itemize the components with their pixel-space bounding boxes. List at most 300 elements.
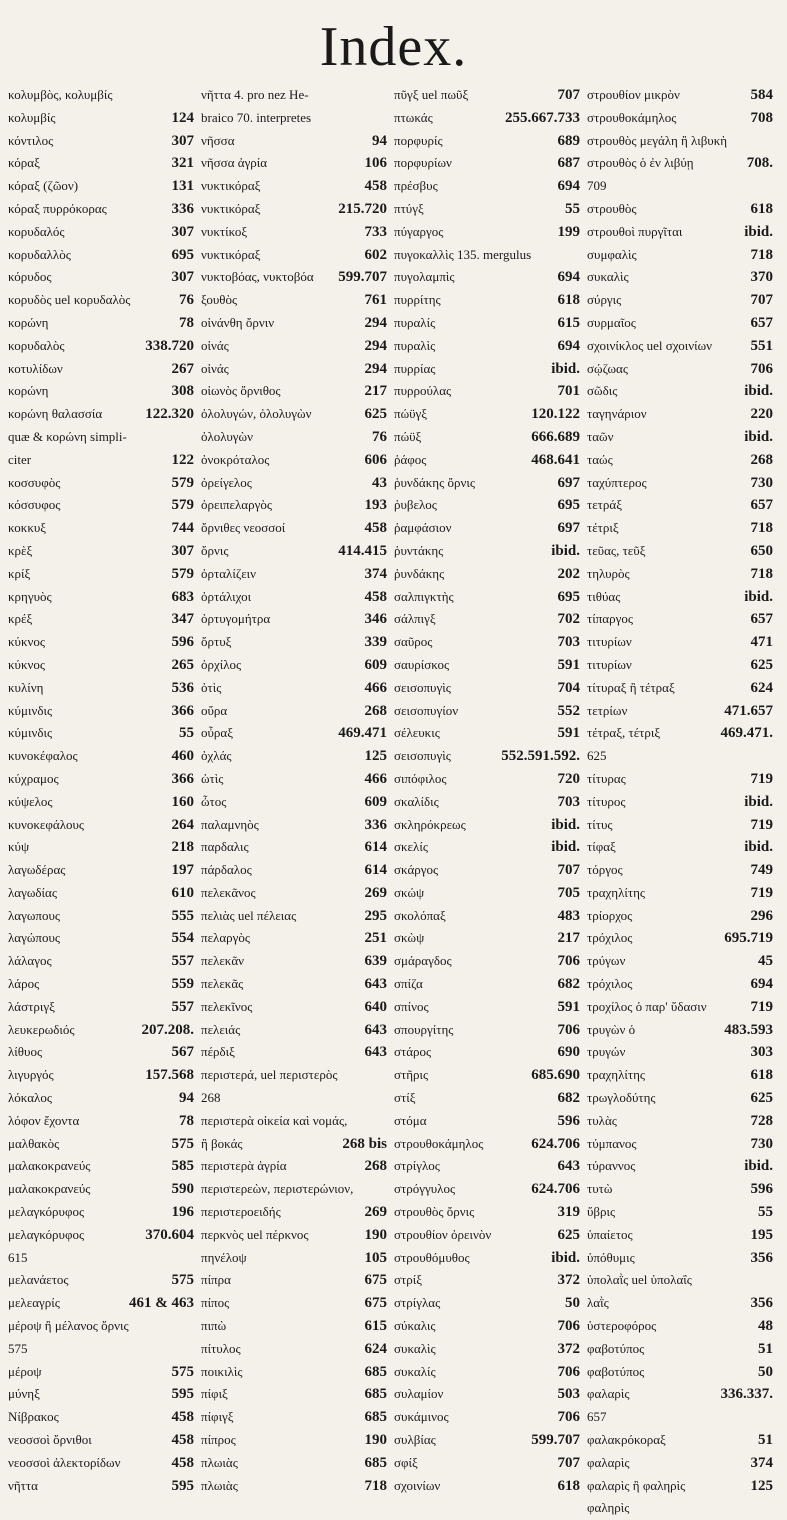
entry-term: ὑστεροφόρος <box>587 1318 657 1334</box>
entry-term: κόραξ πυρρόκορας <box>8 200 107 216</box>
index-entry <box>201 266 393 289</box>
entry-page-number: 690 <box>557 1044 580 1061</box>
index-entry <box>201 654 393 677</box>
entry-term: στρουθίον ὀρεινὸν <box>394 1226 492 1242</box>
entry-page-number: 202 <box>557 565 580 582</box>
index-entry <box>394 1292 586 1315</box>
index-entry <box>201 335 393 358</box>
index-entry <box>587 1178 779 1201</box>
index-entry <box>8 312 200 335</box>
entry-term: σεισοπυγίον <box>394 702 459 718</box>
entry-term: λίθυος <box>8 1044 43 1060</box>
index-entry <box>8 198 200 221</box>
entry-page-number: 207.208. <box>141 1021 194 1038</box>
entry-page-number: 685 <box>364 1386 387 1403</box>
entry-term: ὑπαίετος <box>587 1226 633 1242</box>
index-entry <box>201 1178 393 1201</box>
entry-term: τιθύας <box>587 588 621 604</box>
index-entry <box>394 722 586 745</box>
entry-term: τυλὰς <box>587 1112 617 1128</box>
index-entry <box>8 791 200 814</box>
entry-term: ὀρείγελος <box>201 474 252 490</box>
entry-term: κορυδὸς uel κορυδαλὸς <box>8 292 131 308</box>
entry-term: πορφυρίς <box>394 132 443 148</box>
entry-page-number: 76 <box>179 292 194 309</box>
entry-term: κορώνη <box>8 383 49 399</box>
entry-page-number: 190 <box>364 1226 387 1243</box>
index-entry <box>201 1041 393 1064</box>
entry-page-number: 255.667.733 <box>505 109 580 126</box>
index-entry <box>587 1110 779 1133</box>
entry-term: κρηγυὸς <box>8 588 52 604</box>
index-entry <box>587 905 779 928</box>
index-entry <box>201 608 393 631</box>
entry-page-number: 356 <box>750 1295 773 1312</box>
entry-page-number: 195 <box>750 1226 773 1243</box>
index-entry <box>394 1338 586 1361</box>
index-entry <box>8 973 200 996</box>
index-entry <box>201 403 393 426</box>
entry-page-number: ibid. <box>744 383 773 400</box>
index-entry <box>8 540 200 563</box>
entry-term: σχοινίων <box>394 1477 441 1493</box>
entry-page-number: 105 <box>364 1249 387 1266</box>
index-entry <box>587 84 779 107</box>
index-entry <box>8 836 200 859</box>
entry-term: τρόχιλος <box>587 976 633 992</box>
entry-term: στρουθὸς μεγάλη ἢ λιβυκὴ <box>587 132 728 148</box>
entry-page-number: ibid. <box>744 1158 773 1175</box>
entry-page-number: 657 <box>750 611 773 628</box>
entry-page-number: 643 <box>557 1158 580 1175</box>
index-entry <box>394 221 586 244</box>
index-entry <box>201 517 393 540</box>
entry-term: τιτυρίων <box>587 634 632 650</box>
index-entry <box>201 1361 393 1384</box>
index-column <box>587 84 779 1520</box>
entry-term: quæ & κορώνη simpli- <box>8 428 127 444</box>
entry-page-number: 689 <box>557 132 580 149</box>
entry-page-number: 728 <box>750 1112 773 1129</box>
entry-term: τίφαξ <box>587 839 616 855</box>
entry-page-number: ibid. <box>551 816 580 833</box>
index-entry <box>201 700 393 723</box>
entry-page-number: 618 <box>557 292 580 309</box>
entry-page-number: 567 <box>171 1044 194 1061</box>
entry-term: λαγωδέρας <box>8 862 66 878</box>
entry-page-number: 591 <box>557 656 580 673</box>
entry-term: τρωγλοδύτης <box>587 1090 656 1106</box>
index-entry <box>394 1315 586 1338</box>
entry-page-number: 719 <box>750 816 773 833</box>
entry-page-number: 694 <box>557 337 580 354</box>
entry-term: μελαγκόρυφος <box>8 1226 85 1242</box>
entry-page-number: 618 <box>750 200 773 217</box>
entry-page-number: 552.591.592. <box>501 748 580 765</box>
entry-term: σαῦρος <box>394 634 433 650</box>
entry-page-number: 579 <box>171 497 194 514</box>
entry-term: ῥυβελος <box>394 497 437 513</box>
entry-term: κορώνη <box>8 314 49 330</box>
index-entry <box>394 1133 586 1156</box>
index-entry <box>394 927 586 950</box>
entry-term: τέτριξ <box>587 520 619 536</box>
entry-term: κοτυλίδων <box>8 360 63 376</box>
index-columns <box>8 84 779 1520</box>
entry-term: σφίξ <box>394 1454 418 1470</box>
index-entry <box>201 631 393 654</box>
entry-term: τέτραξ, τέτριξ <box>587 725 661 741</box>
index-entry <box>587 152 779 175</box>
entry-term: πλωιὰς <box>201 1454 238 1470</box>
entry-term: νυκτοβόας, νυκτοβόα <box>201 269 314 285</box>
entry-term: στρουθόμυθος <box>394 1249 470 1265</box>
entry-term: τυτὼ <box>587 1181 613 1197</box>
entry-term: φαλακρόκοραξ <box>587 1432 666 1448</box>
entry-term: σύργις <box>587 292 622 308</box>
entry-page-number: 685 <box>364 1363 387 1380</box>
entry-page-number: 666.689 <box>531 428 580 445</box>
entry-page-number: 609 <box>364 656 387 673</box>
index-entry <box>587 654 779 677</box>
entry-page-number: ibid. <box>744 588 773 605</box>
index-entry <box>8 1064 200 1087</box>
index-entry <box>587 973 779 996</box>
entry-term: πελαργὸς <box>201 930 251 946</box>
entry-page-number: 466 <box>364 770 387 787</box>
entry-page-number: 55 <box>179 725 194 742</box>
index-entry <box>8 722 200 745</box>
entry-term: στρίξ <box>394 1272 423 1288</box>
index-entry <box>394 791 586 814</box>
index-entry <box>587 266 779 289</box>
entry-page-number: 625 <box>364 406 387 423</box>
entry-term: σκληρόκρεως <box>394 816 466 832</box>
entry-term: ὀτὶς <box>201 679 222 695</box>
entry-page-number: 650 <box>750 542 773 559</box>
entry-term: πίτυλος <box>201 1340 241 1356</box>
entry-term: 625 <box>587 748 607 764</box>
entry-term: κρὲξ <box>8 542 33 558</box>
entry-term: ταχύπτερος <box>587 474 647 490</box>
entry-page-number: 707 <box>750 292 773 309</box>
index-entry <box>394 540 586 563</box>
entry-term: πρέσβυς <box>394 178 438 194</box>
index-entry <box>394 677 586 700</box>
entry-page-number: 461 & 463 <box>129 1295 194 1312</box>
entry-term: ὀχλάς <box>201 748 232 764</box>
index-entry <box>8 1087 200 1110</box>
entry-page-number: 749 <box>750 862 773 879</box>
entry-term: στρόγγυλος <box>394 1181 456 1197</box>
entry-term: συκαλὶς <box>394 1340 436 1356</box>
entry-page-number: 584 <box>750 87 773 103</box>
entry-term: νῆσσα ἀγρία <box>201 155 268 171</box>
entry-page-number: 575 <box>171 1363 194 1380</box>
index-entry <box>8 1475 200 1498</box>
entry-page-number: 596 <box>557 1112 580 1129</box>
index-entry <box>394 1247 586 1270</box>
entry-page-number: 458 <box>171 1454 194 1471</box>
index-entry <box>8 494 200 517</box>
entry-term: συλβίας <box>394 1432 436 1448</box>
entry-page-number: 657 <box>750 497 773 514</box>
entry-page-number: 557 <box>171 998 194 1015</box>
entry-page-number: 625 <box>750 656 773 673</box>
index-entry <box>394 1269 586 1292</box>
entry-page-number: 269 <box>364 1204 387 1221</box>
entry-term: κολυμβὸς, κολυμβίς <box>8 87 113 102</box>
entry-term: κόραξ <box>8 155 40 171</box>
entry-term: σιπόφιλος <box>394 770 447 786</box>
entry-page-number: 707 <box>557 87 580 103</box>
entry-term: τετράξ <box>587 497 623 513</box>
index-entry <box>394 358 586 381</box>
entry-term: κύκνος <box>8 656 46 672</box>
index-entry <box>201 494 393 517</box>
entry-page-number: 618 <box>557 1477 580 1494</box>
index-entry <box>201 107 393 130</box>
entry-term: σῶδις <box>587 383 618 399</box>
index-entry <box>394 814 586 837</box>
index-entry <box>8 1041 200 1064</box>
index-entry <box>8 517 200 540</box>
entry-term: ὑπολαῒς uel ὑπολαΐς <box>587 1272 692 1288</box>
index-entry <box>201 791 393 814</box>
entry-page-number: 458 <box>171 1409 194 1426</box>
index-entry <box>201 1475 393 1498</box>
index-entry <box>8 380 200 403</box>
entry-page-number: 215.720 <box>338 200 387 217</box>
index-entry <box>587 1201 779 1224</box>
index-entry <box>587 1497 779 1520</box>
index-entry <box>394 1041 586 1064</box>
entry-term: περιστερεὼν, περιστερώνιον, <box>201 1181 354 1197</box>
entry-page-number: 730 <box>750 474 773 491</box>
index-entry <box>394 335 586 358</box>
entry-term: σεισοπυγὶς <box>394 679 451 695</box>
index-entry <box>587 608 779 631</box>
index-entry <box>587 814 779 837</box>
entry-page-number: 706 <box>557 1409 580 1426</box>
entry-page-number: 625 <box>557 1226 580 1243</box>
entry-page-number: 124 <box>171 109 194 126</box>
entry-page-number: 614 <box>364 839 387 856</box>
entry-term: περιστερὰ ἀγρία <box>201 1158 287 1174</box>
index-entry <box>394 563 586 586</box>
entry-page-number: 336 <box>171 200 194 217</box>
index-entry <box>587 586 779 609</box>
index-entry <box>394 882 586 905</box>
entry-page-number: 575 <box>171 1135 194 1152</box>
index-entry <box>587 472 779 495</box>
entry-page-number: 720 <box>557 770 580 787</box>
index-entry <box>394 586 586 609</box>
entry-term: τίτυραξ ἢ τέτραξ <box>587 679 675 695</box>
entry-term: φαληρὶς <box>587 1500 630 1516</box>
index-entry <box>201 1224 393 1247</box>
entry-term: στρουθίον μικρὸν <box>587 87 680 102</box>
entry-page-number: ibid. <box>744 428 773 445</box>
index-entry <box>587 1361 779 1384</box>
index-entry <box>8 927 200 950</box>
entry-page-number: 471.657 <box>724 702 773 719</box>
entry-term: λαγωδίας <box>8 884 57 900</box>
index-entry <box>201 312 393 335</box>
index-entry <box>201 1269 393 1292</box>
entry-term: 657 <box>587 1409 607 1425</box>
entry-term: περιστεροειδής <box>201 1204 281 1220</box>
index-entry <box>8 882 200 905</box>
index-entry <box>8 1019 200 1042</box>
entry-term: σάλπιγξ <box>394 611 436 627</box>
index-entry <box>587 859 779 882</box>
entry-page-number: 657 <box>750 314 773 331</box>
index-entry <box>394 1406 586 1429</box>
entry-page-number: 468.641 <box>531 451 580 468</box>
entry-page-number: 719 <box>750 884 773 901</box>
entry-term: κόραξ (ζῶον) <box>8 178 79 194</box>
index-entry <box>587 175 779 198</box>
entry-page-number: 591 <box>557 725 580 742</box>
index-entry <box>587 1406 779 1429</box>
index-entry <box>201 814 393 837</box>
entry-page-number: 294 <box>364 360 387 377</box>
index-entry <box>201 426 393 449</box>
index-entry <box>8 175 200 198</box>
entry-term: σκολόπαξ <box>394 907 446 923</box>
index-entry <box>587 927 779 950</box>
entry-term: λόκαλος <box>8 1090 53 1106</box>
index-entry <box>394 449 586 472</box>
entry-page-number: 131 <box>171 178 194 195</box>
entry-term: ὀλολυγὼν <box>201 428 253 444</box>
entry-term: κορυδαλός <box>8 223 65 239</box>
entry-term: πελεκᾶνος <box>201 884 256 900</box>
entry-page-number: 268 <box>750 451 773 468</box>
index-entry <box>201 882 393 905</box>
index-entry <box>394 175 586 198</box>
index-entry <box>8 563 200 586</box>
entry-page-number: 338.720 <box>145 337 194 354</box>
entry-term: τιτυρίων <box>587 656 632 672</box>
entry-term: στρίγλος <box>394 1158 440 1174</box>
index-entry <box>201 1338 393 1361</box>
index-entry <box>394 950 586 973</box>
entry-page-number: 414.415 <box>338 542 387 559</box>
index-entry <box>587 677 779 700</box>
entry-term: τραχηλίτης <box>587 884 646 900</box>
entry-term: πώϋξ <box>394 428 422 444</box>
entry-page-number: ibid. <box>551 1249 580 1266</box>
index-entry <box>587 244 779 267</box>
entry-term: κύκνος <box>8 634 46 650</box>
index-entry <box>201 905 393 928</box>
index-entry <box>8 1429 200 1452</box>
entry-term: τροχίλος ὁ παρ' ὕδασιν <box>587 998 707 1014</box>
index-entry <box>201 152 393 175</box>
index-entry <box>394 130 586 153</box>
index-entry <box>587 563 779 586</box>
entry-term: τίπαργος <box>587 611 633 627</box>
index-entry <box>394 1110 586 1133</box>
index-entry <box>201 130 393 153</box>
entry-term: στίξ <box>394 1090 416 1106</box>
entry-page-number: 76 <box>372 428 387 445</box>
entry-page-number: 336.337. <box>720 1386 773 1403</box>
entry-term: λαγωπους <box>8 907 61 923</box>
index-entry <box>587 882 779 905</box>
entry-page-number: 460 <box>171 748 194 765</box>
entry-term: τρύγων <box>587 953 626 969</box>
entry-page-number: 370.604 <box>145 1226 194 1243</box>
index-entry <box>201 1247 393 1270</box>
entry-page-number: 193 <box>364 497 387 514</box>
entry-term: πελεκᾶς <box>201 976 244 992</box>
index-entry <box>201 1201 393 1224</box>
entry-term: πώϋγξ <box>394 406 428 422</box>
index-entry <box>394 745 586 768</box>
entry-term: πυρρίτης <box>394 292 441 308</box>
entry-page-number: 733 <box>364 223 387 240</box>
index-entry <box>8 677 200 700</box>
index-entry <box>201 1452 393 1475</box>
entry-term: ὠτὶς <box>201 770 224 786</box>
index-entry <box>394 608 586 631</box>
entry-term: πελεκῖνος <box>201 998 253 1014</box>
entry-term: ὀρτυγομήτρα <box>201 611 271 627</box>
entry-page-number: 51 <box>758 1432 773 1449</box>
entry-term: λάλαγος <box>8 953 52 969</box>
index-entry <box>394 996 586 1019</box>
index-entry <box>587 130 779 153</box>
index-entry <box>201 175 393 198</box>
index-entry <box>394 654 586 677</box>
index-entry <box>394 631 586 654</box>
entry-page-number: 303 <box>750 1044 773 1061</box>
entry-page-number: 366 <box>171 770 194 787</box>
entry-page-number: 643 <box>364 1021 387 1038</box>
index-entry <box>8 1452 200 1475</box>
index-entry <box>394 107 586 130</box>
entry-term: ῥάφος <box>394 451 427 467</box>
index-entry <box>201 380 393 403</box>
entry-page-number: 703 <box>557 634 580 651</box>
entry-term: φαλαρὶς <box>587 1386 630 1402</box>
entry-term: τρυγὼν ὁ <box>587 1021 636 1037</box>
entry-page-number: 585 <box>171 1158 194 1175</box>
entry-page-number: 339 <box>364 634 387 651</box>
entry-page-number: 469.471 <box>338 725 387 742</box>
index-entry <box>394 859 586 882</box>
entry-term: σκελίς <box>394 839 428 855</box>
entry-term: λαγώπους <box>8 930 61 946</box>
entry-term: φαλαρὶς ἢ φαληρὶς <box>587 1477 686 1493</box>
entry-page-number: 294 <box>364 337 387 354</box>
index-entry <box>394 768 586 791</box>
entry-page-number: 675 <box>364 1295 387 1312</box>
entry-page-number: 120.122 <box>531 406 580 423</box>
entry-page-number: 705 <box>557 884 580 901</box>
entry-page-number: 675 <box>364 1272 387 1289</box>
index-entry <box>8 950 200 973</box>
index-entry <box>8 426 200 449</box>
entry-page-number: 609 <box>364 793 387 810</box>
entry-term: μελανάετος <box>8 1272 69 1288</box>
entry-page-number: 307 <box>171 223 194 240</box>
entry-term: ὑπόθυμις <box>587 1249 635 1265</box>
entry-term: πυρρίας <box>394 360 436 376</box>
